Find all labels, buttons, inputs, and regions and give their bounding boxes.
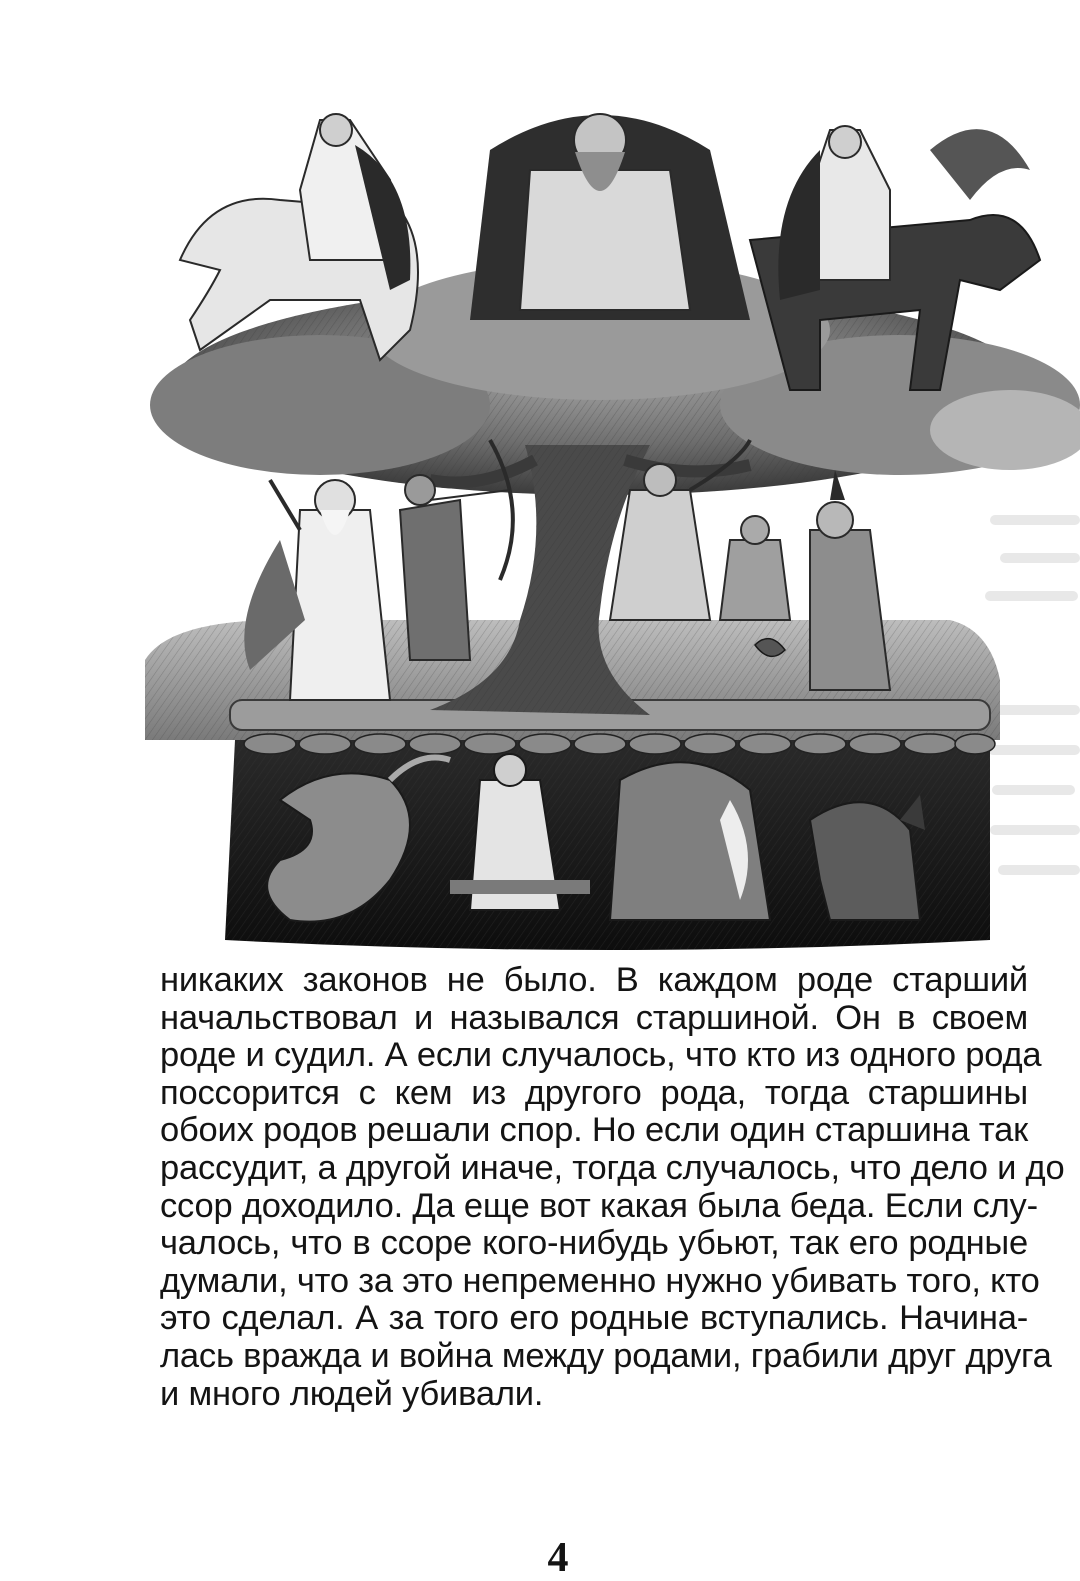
text-line: поссорится с кем из другого рода, тогда старшины — [160, 1073, 1028, 1112]
hunched-old-man — [610, 762, 770, 920]
wolf — [810, 795, 925, 920]
old-woman — [720, 516, 790, 620]
text-line: рассудит, а другой иначе, тогда случалось, что дело и до — [160, 1148, 1065, 1187]
text-line: это сделал. А за того его родные вступались. Начина- — [160, 1299, 1028, 1338]
text-line: думали, что за это непременно нужно убивать того, кто — [160, 1261, 1040, 1300]
text-line: лась вражда и война между родами, грабили друг друга — [160, 1336, 1052, 1375]
text-line: роде и судил. А если случалось, что кто из одного рода — [160, 1036, 1042, 1075]
text-line: начальствовал и назывался старшиной. Он в своем — [160, 998, 1028, 1037]
text-line: и много людей убивали. — [160, 1374, 544, 1413]
illustration-svg — [130, 60, 1080, 955]
bearded-elder — [470, 114, 750, 320]
text-line: никаких законов не было. В каждом роде старший — [160, 961, 1028, 999]
underworld — [225, 734, 995, 950]
text-line: обоих родов решали спор. Но если один старшина так — [160, 1111, 1028, 1150]
body-text — [160, 961, 1065, 1413]
text-line: чалось, что в ссоре кого-нибудь убьют, так его родные — [160, 1224, 1028, 1263]
tree-of-worlds-illustration — [130, 60, 1080, 955]
text-line: ссор доходило. Да еще вот какая была беда. Если слу- — [160, 1186, 1038, 1225]
page-number: 4 — [547, 1535, 569, 1581]
